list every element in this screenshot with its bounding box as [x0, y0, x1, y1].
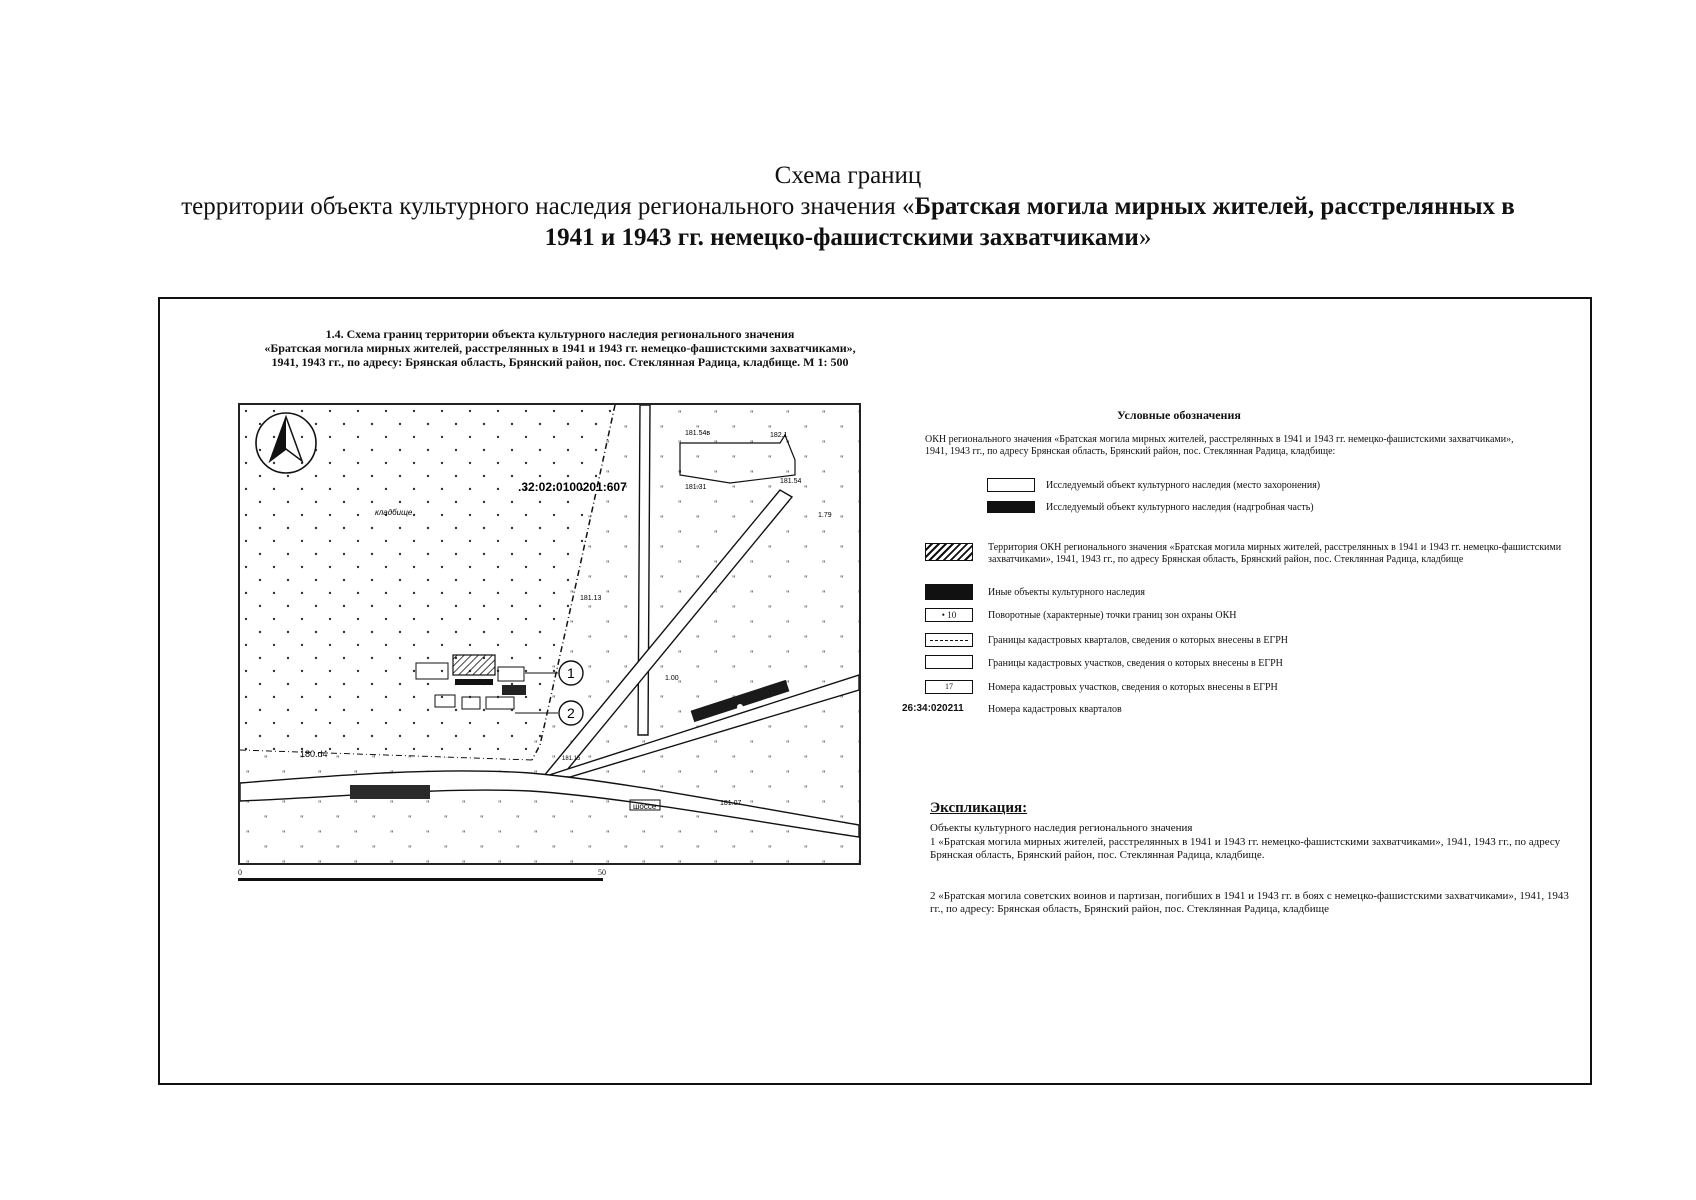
- legend-item-parcel-numbers: Номера кадастровых участков, сведения о которых внесены в ЕГРН: [988, 682, 1278, 693]
- explication-title: Экспликация:: [930, 800, 1028, 816]
- map-canvas: [240, 405, 859, 863]
- svg-text:181.54: 181.54: [780, 478, 802, 485]
- svg-text:181.15: 181.15: [562, 756, 581, 762]
- svg-text:181.31: 181.31: [685, 484, 707, 491]
- svg-text:1.79: 1.79: [818, 512, 832, 519]
- marker-2: 2: [567, 705, 575, 721]
- sheet-title: 1.4. Схема границ территории объекта культурного наследия регионального значения «Братская могила мирных жителей, расстрелянных в 1941 и 1943 гг. немецко-фашистскими захватчиками», 1941, 1943 гг., по адресу: Брянская область, Брянский район, пос. Стеклянная Радица, кладбище. М 1: 500: [264, 327, 856, 369]
- legend-item-quarter-numbers: Номера кадастровых кварталов: [988, 704, 1122, 715]
- svg-text:180.d4: 180.d4: [300, 749, 328, 759]
- svg-text:181.13: 181.13: [580, 595, 602, 602]
- legend-quarter-number-sample: 26:34:020211: [902, 703, 964, 714]
- page-title-line1: Схема границ: [774, 162, 922, 189]
- legend-swatch-burial: [987, 478, 1035, 492]
- legend-swatch-points: • 10: [925, 608, 973, 622]
- marker-1: 1: [567, 665, 575, 681]
- page-title: [60, 160, 1636, 253]
- cadastral-quarter-label: .32:02:0100201:607: [518, 480, 627, 494]
- svg-text:182.1: 182.1: [770, 432, 788, 439]
- legend-item-other: Иные объекты культурного наследия: [988, 587, 1145, 598]
- road-vertical: [638, 405, 650, 735]
- legend-item-quarters: Границы кадастровых кварталов, сведения о которых внесены в ЕГРН: [988, 635, 1289, 646]
- legend-swatch-tombstone: [987, 501, 1035, 513]
- legend-item-points: Поворотные (характерные) точки границ зон охраны ОКН: [988, 610, 1237, 621]
- cadastral-map[interactable]: [238, 403, 861, 865]
- road-label: шоссе: [633, 802, 657, 811]
- legend-item-territory: Территория ОКН регионального значения «Братская могила мирных жителей, расстрелянных в 1941 и 1943 гг. немецко-фашистскими захватчиками», 1941, 1943 гг., по адресу Брянская область, Брянский район, пос. Стеклянная Радица, кладбище: [988, 542, 1562, 565]
- okn-territory: [453, 655, 495, 675]
- legend-swatch-other: [925, 584, 973, 600]
- legend-swatch-parcels: [925, 655, 973, 669]
- svg-text:1.00: 1.00: [665, 675, 679, 682]
- svg-text:181.54в: 181.54в: [685, 430, 711, 437]
- svg-text:181.07: 181.07: [720, 800, 742, 807]
- page-title-line3: 1941 и 1943 гг. немецко-фашистскими захватчиками»: [544, 224, 1152, 251]
- page-title-line2: территории объекта культурного наследия регионального значения «Братская могила мирных жителей, расстрелянных в: [181, 193, 1515, 220]
- explication-item-1: 1 «Братская могила мирных жителей, расстрелянных в 1941 и 1943 гг. немецко-фашистскими захватчиками», 1941, 1943 гг., по адресу Брянская область, Брянский район, пос. Стеклянная Радица, кладбище.: [930, 836, 1561, 861]
- okn-tombstone: [455, 679, 493, 685]
- legend-swatch-territory: [925, 543, 973, 561]
- legend-item-parcels: Границы кадастровых участков, сведения о которых внесены в ЕГРН: [988, 658, 1283, 669]
- legend-okn-text: ОКН регионального значения «Братская могила мирных жителей, расстрелянных в 1941 и 1943 гг. немецко-фашистскими захватчиками», 1941, 1943 гг., по адресу Брянская область, Брянский район, пос. Стеклянная Радица, кладбище:: [925, 434, 1514, 457]
- legend-title: Условные обозначения: [1117, 408, 1241, 422]
- explication-intro: Объекты культурного наследия регионального значения: [930, 822, 1193, 834]
- explication-item-2: 2 «Братская могила советских воинов и партизан, погибших в 1941 и 1943 гг. в боях с немецко-фашистскими захватчиками», 1941, 1943 гг., по адресу: Брянская область, Брянский район, пос. Стеклянная Радица, кладбище: [930, 890, 1569, 915]
- legend-swatch-quarters: [925, 633, 973, 647]
- legend-item-burial: Исследуемый объект культурного наследия (место захоронения): [1046, 480, 1321, 491]
- other-heritage-road: [350, 785, 430, 799]
- cemetery-label: кладбище: [375, 508, 413, 517]
- legend-item-tombstone: Исследуемый объект культурного наследия (надгробная часть): [1046, 502, 1314, 513]
- scale-bar: 0 50: [238, 872, 603, 892]
- legend-swatch-parcel-numbers: 17: [925, 680, 973, 694]
